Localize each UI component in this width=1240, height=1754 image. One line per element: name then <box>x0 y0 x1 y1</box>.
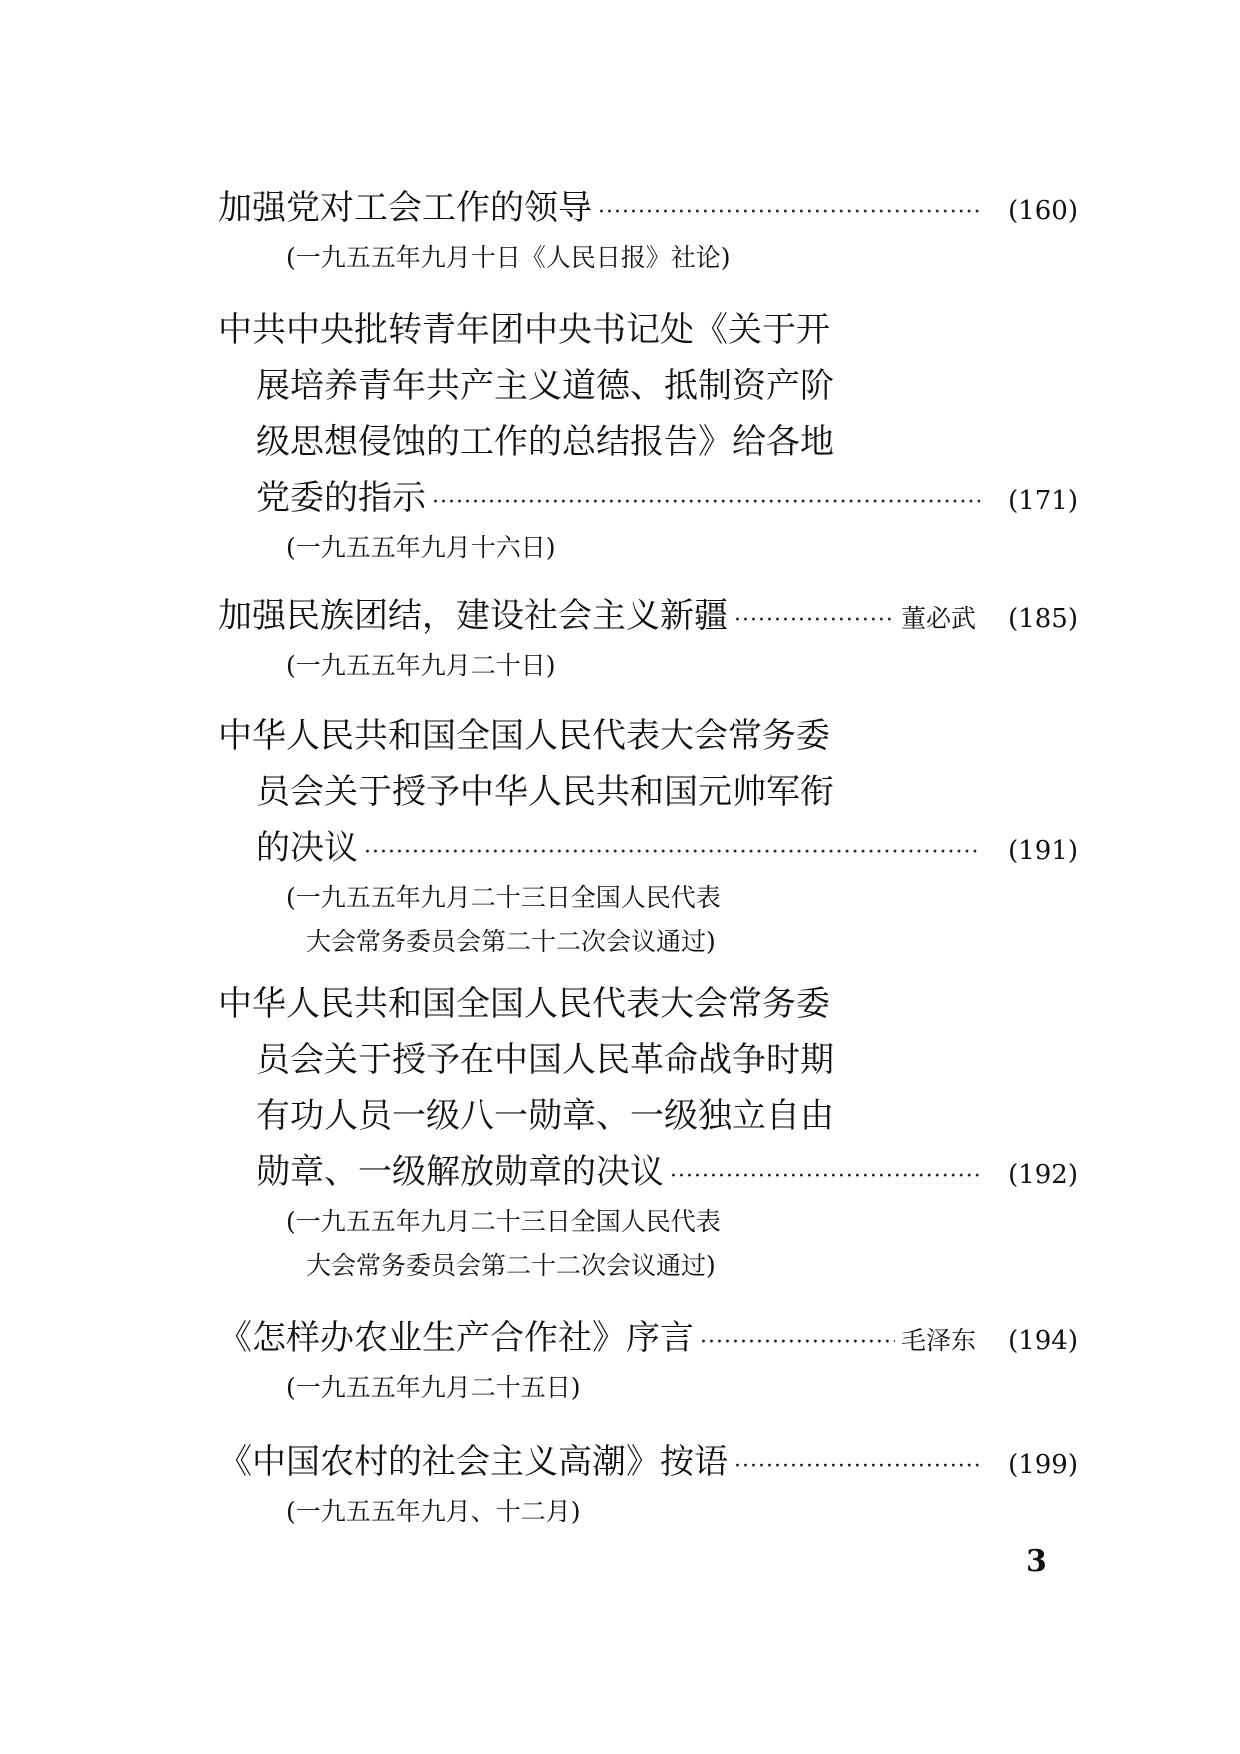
toc-title-line <box>218 764 1078 820</box>
toc-title-text: 级思想侵蚀的工作的总结报告》给各地 <box>256 422 834 462</box>
toc-title-line <box>218 588 1078 644</box>
toc-date: (一九五五年九月二十三日全国人民代表 <box>286 1207 721 1236</box>
toc-title-text: 中华人民共和国全国人民代表大会常务委 <box>218 984 830 1024</box>
toc-page-number: (199) <box>1008 1450 1078 1480</box>
toc-page-number: (192) <box>1008 1160 1078 1190</box>
toc-title-text: 加强党对工会工作的领导 <box>218 188 592 228</box>
toc-title-line <box>218 1032 1078 1088</box>
toc-title-text: 中华人民共和国全国人民代表大会常务委 <box>218 716 830 756</box>
toc-entry <box>218 708 1078 964</box>
toc-date: 大会常务委员会第二十二次会议通过) <box>306 1251 716 1280</box>
toc-title-line <box>218 708 1078 764</box>
toc-leader-dots <box>700 1315 895 1371</box>
toc-author: 毛泽东 <box>900 1326 976 1355</box>
toc-entry <box>218 588 1078 688</box>
toc-title-text: 展培养青年共产主义道德、抵制资产阶 <box>256 366 834 406</box>
toc-leader-dots <box>734 1439 980 1495</box>
toc-title-text: 党委的指示 <box>256 478 426 518</box>
toc-date: (一九五五年九月二十五日) <box>286 1373 581 1402</box>
toc-leader-dots <box>734 593 895 649</box>
toc-title-line <box>218 976 1078 1032</box>
toc-entry <box>218 302 1078 570</box>
toc-title-line <box>218 414 1078 470</box>
toc-page-number: (185) <box>1008 604 1078 634</box>
toc-entry <box>218 976 1078 1288</box>
toc-entry <box>218 1434 1078 1534</box>
toc-title-line <box>218 1310 1078 1366</box>
toc-page-number: (191) <box>1008 836 1078 866</box>
toc-leader-dots <box>364 825 980 881</box>
toc-title-text: 的决议 <box>256 828 358 868</box>
toc-title-text: 员会关于授予中华人民共和国元帅军衔 <box>256 772 834 812</box>
toc-entry <box>218 180 1078 280</box>
toc-date: 大会常务委员会第二十二次会议通过) <box>306 927 716 956</box>
toc-title-line <box>218 180 1078 236</box>
toc-leader-dots <box>598 185 980 241</box>
toc-title-text: 《怎样办农业生产合作社》序言 <box>218 1318 694 1358</box>
toc-leader-dots <box>670 1149 980 1205</box>
toc-title-line <box>218 470 1078 526</box>
toc-title-line <box>218 820 1078 876</box>
toc-title-text: 加强民族团结，建设社会主义新疆 <box>218 596 728 636</box>
toc-title-text: 中共中央批转青年团中央书记处《关于开 <box>218 310 830 350</box>
toc-date: (一九五五年九月二十三日全国人民代表 <box>286 883 721 912</box>
toc-title-line <box>218 1088 1078 1144</box>
toc-title-line <box>218 358 1078 414</box>
toc-page-number: (160) <box>1008 196 1078 226</box>
toc-date: (一九五五年九月十六日) <box>286 533 556 562</box>
toc-page-number: (194) <box>1008 1326 1078 1356</box>
toc-date: (一九五五年九月、十二月) <box>286 1497 581 1526</box>
toc-title-text: 员会关于授予在中国人民革命战争时期 <box>256 1040 834 1080</box>
toc-author: 董必武 <box>900 604 976 633</box>
toc-title-line <box>218 1144 1078 1200</box>
toc-title-text: 勋章、一级解放勋章的决议 <box>256 1152 664 1192</box>
toc-date: (一九五五年九月十日《人民日报》社论) <box>286 243 731 272</box>
toc-leader-dots <box>432 475 980 531</box>
toc-page-number: (171) <box>1008 486 1078 516</box>
toc-date: (一九五五年九月二十日) <box>286 651 556 680</box>
page-number: 3 <box>1026 1544 1047 1579</box>
toc-title-line <box>218 302 1078 358</box>
toc-title-line <box>218 1434 1078 1490</box>
toc-title-text: 有功人员一级八一勋章、一级独立自由 <box>256 1096 834 1136</box>
toc-entry <box>218 1310 1078 1410</box>
toc-title-text: 《中国农村的社会主义高潮》按语 <box>218 1442 728 1482</box>
